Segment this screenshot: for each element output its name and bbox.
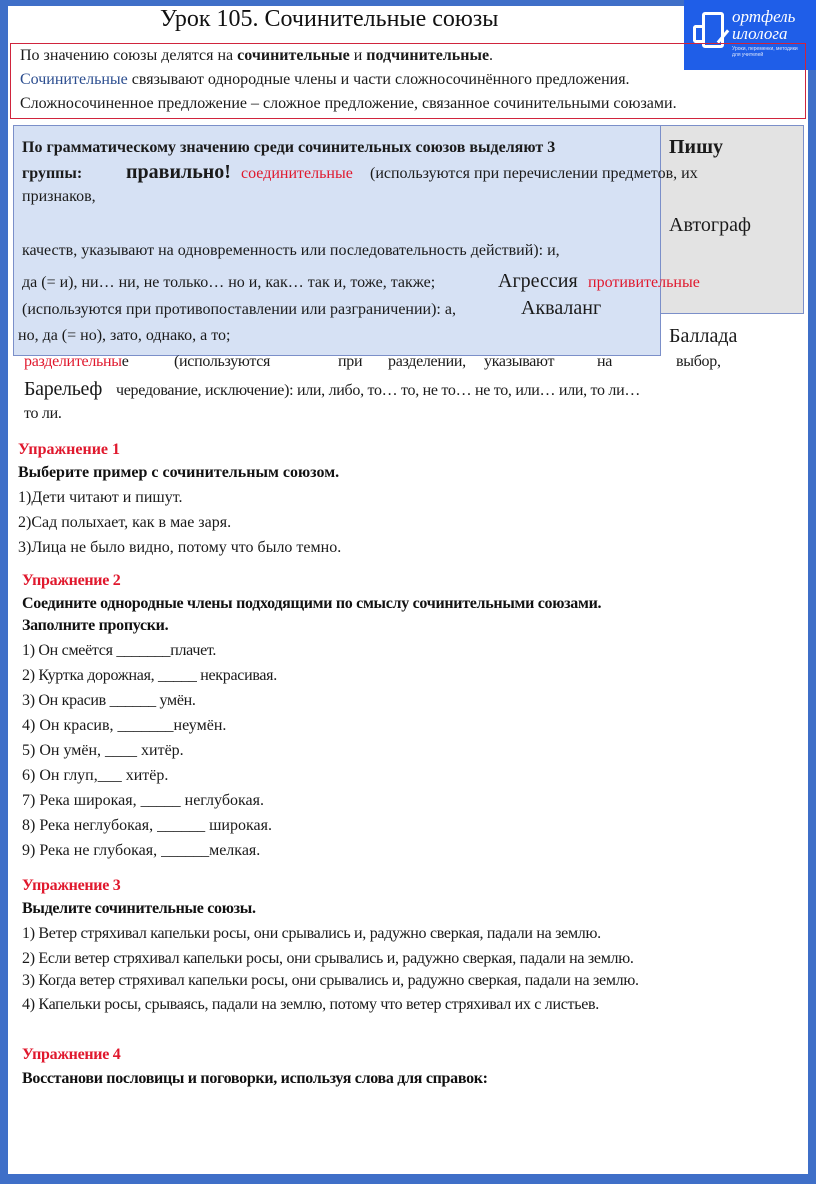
logo-line-1: ортфель [732,7,796,26]
definition-box [10,43,806,119]
adversative-label: противительные [588,274,700,291]
exercise-2-title: Упражнение 2 [22,572,121,589]
disjunctive-word: указывают [484,353,555,370]
exercise-2-item: 1) Он смеётся _______плачет. [22,642,217,659]
exercise-4-title: Упражнение 4 [22,1046,121,1063]
side-word-ballad: Баллада [669,325,738,347]
groups-intro-bold-2: группы: [22,165,83,182]
definition-line-1: По значению союзы делятся на сочинительные и подчинительные. [20,47,494,64]
exercise-3-item: 4) Капельки росы, срываясь, падали на землю, потому что ветер стряхивал их с листьев. [22,996,599,1013]
disjunctive-word: на [597,353,613,370]
definition-line-2: Сочинительные связывают однородные члены и части сложносочинённого предложения. [20,71,630,88]
side-word-write: Пишу [669,136,723,158]
exercise-2-item: 7) Река широкая, _____ неглубокая. [22,792,264,809]
exercise-1-title: Упражнение 1 [18,441,121,458]
page-title: Урок 105. Сочинительные союзы [160,6,499,32]
word-aqualung: Акваланг [521,297,602,319]
groups-intro-bold: По грамматическому значению среди сочинительных союзов выделяют 3 [22,139,556,156]
side-word-autograph: Автограф [669,214,751,236]
adversative-desc-1: (используются при противопоставлении или разграничении): а, [22,301,456,318]
exercise-3-task: Выделите сочинительные союзы. [22,900,256,917]
disjunctive-desc-2: чередование, исключение): или, либо, то… то, не то… не то, или… или, то ли… [116,382,641,399]
exercise-2-item: 9) Река не глубокая, ______мелкая. [22,842,261,859]
disjunctive-line-1: разделительные [24,353,129,370]
adversative-desc-2: но, да (= но), зато, однако, а то; [18,327,231,344]
logo-line-2: илолога [732,24,788,43]
exercise-3-item: 2) Если ветер стряхивал капельки росы, они срывались и, радужно сверкая, падали на землю. [22,950,634,967]
connective-desc-1: (используются при перечислении предметов, их [370,165,698,182]
disjunctive-desc-3: то ли. [24,405,62,422]
connective-desc-3: качеств, указывают на одновременность или последовательность действий): и, [22,242,560,259]
exercise-2-task-line-1: Соедините однородные члены подходящими по смыслу сочинительными союзами. [22,595,602,612]
disjunctive-word: при [338,353,363,370]
connective-label: соединительные [241,165,353,182]
exercise-1-item: 2)Сад полыхает, как в мае заря. [18,514,232,531]
exercise-1-item: 1)Дети читают и пишут. [18,489,183,506]
definition-line-3: Сложносочиненное предложение – сложное предложение, связанное сочинительными союзами. [20,95,677,112]
correct-word: правильно! [126,161,231,183]
logo-tagline: Уроки, переменки, методики для учителей [732,46,798,58]
exercise-3-item: 3) Когда ветер стряхивал капельки росы, они срывались и, радужно сверкая, падали на землю. [22,972,639,989]
exercise-2-item: 3) Он красив ______ умён. [22,692,196,709]
disjunctive-word: (используются [174,353,271,370]
exercise-2-item: 2) Куртка дорожная, _____ некрасивая. [22,667,277,684]
groups-overlay-box [13,125,661,356]
connective-desc-4: да (= и), ни… ни, не только… но и, как… так и, тоже, также; [22,274,436,291]
word-barelief: Барельеф [24,378,103,400]
exercise-1-task: Выберите пример с сочинительным союзом. [18,464,340,481]
exercise-2-item: 4) Он красив, _______неумён. [22,717,227,734]
exercise-2-item: 8) Река неглубокая, ______ широкая. [22,817,272,834]
connective-desc-2: признаков, [22,188,96,205]
word-aggression: Агрессия [498,270,578,292]
exercise-1-item: 3)Лица не было видно, потому что было темно. [18,539,342,556]
exercise-2-task-line-2: Заполните пропуски. [22,617,169,634]
disjunctive-word: разделении, [388,353,466,370]
exercise-3-title: Упражнение 3 [22,877,121,894]
exercise-2-item: 6) Он глуп,___ хитёр. [22,767,169,784]
exercise-4-task: Восстанови пословицы и поговорки, используя слова для справок: [22,1070,488,1087]
disjunctive-word: выбор, [676,353,721,370]
exercise-3-item: 1) Ветер стряхивал капельки росы, они срывались и, радужно сверкая, падали на землю. [22,925,601,942]
exercise-2-item: 5) Он умён, ____ хитёр. [22,742,184,759]
